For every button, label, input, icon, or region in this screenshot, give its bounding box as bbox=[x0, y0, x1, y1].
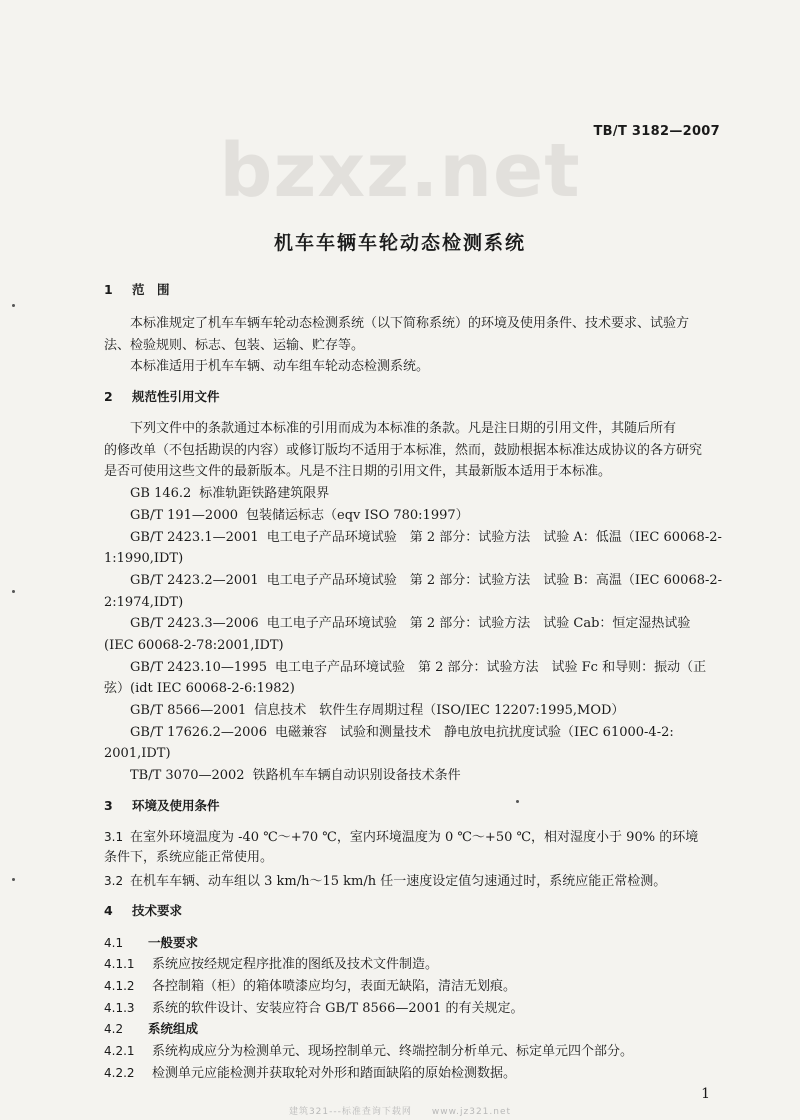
reference-item-continuation: 2001,IDT) bbox=[104, 746, 171, 761]
reference-item: GB/T 2423.2—2001 电工电子产品环境试验 第 2 部分：试验方法 试验 B：高温（IEC 60068-2- bbox=[130, 573, 723, 588]
reference-item: TB/T 3070—2002 铁路机车车辆自动识别设备技术条件 bbox=[130, 768, 461, 783]
reference-item-continuation: 2:1974,IDT) bbox=[104, 595, 184, 610]
paragraph: 本标准规定了机车车辆车轮动态检测系统（以下简称系统）的环境及使用条件、技术要求、试验方 bbox=[130, 316, 690, 331]
clause-4-2-2: 4.2.2 检测单元应能检测并获取轮对外形和踏面缺陷的原始检测数据。 bbox=[104, 1066, 517, 1081]
scan-speck bbox=[12, 878, 15, 881]
clause-4-1-3: 4.1.3 系统的软件设计、安装应符合 GB/T 8566—2001 的有关规定。 bbox=[104, 1001, 524, 1016]
clause-4-1-2: 4.1.2 各控制箱（柜）的箱体喷漆应均匀，表面无缺陷，清洁无划痕。 bbox=[104, 979, 517, 994]
clause-4-2-1: 4.2.1 系统构成应分为检测单元、现场控制单元、终端控制分析单元、标定单元四个部分。 bbox=[104, 1044, 634, 1059]
reference-item: GB/T 2423.3—2006 电工电子产品环境试验 第 2 部分：试验方法 试验 Cab：恒定湿热试验 bbox=[130, 616, 691, 631]
clause-continuation: 条件下，系统应能正常使用。 bbox=[104, 850, 274, 865]
paragraph: 下列文件中的条款通过本标准的引用而成为本标准的条款。凡是注日期的引用文件，其随后所有 bbox=[130, 421, 677, 436]
reference-item: GB/T 8566—2001 信息技术 软件生存周期过程（ISO/IEC 12207:1995,MOD） bbox=[130, 703, 625, 718]
reference-item: GB/T 17626.2—2006 电磁兼容 试验和测量技术 静电放电抗扰度试验（IEC 61000-4-2: bbox=[130, 725, 674, 740]
reference-item-continuation: (IEC 60068-2-78:2001,IDT) bbox=[104, 638, 284, 653]
document-title: 机车车辆车轮动态检测系统 bbox=[273, 232, 526, 254]
standard-number: TB/T 3182—2007 bbox=[593, 124, 720, 139]
clause-4-2: 4.2 系统组成 bbox=[104, 1021, 199, 1036]
watermark: bzxz.net bbox=[219, 128, 581, 214]
paragraph: 法、检验规则、标志、包装、运输、贮存等。 bbox=[104, 338, 365, 353]
scan-speck bbox=[12, 590, 15, 593]
section-2-heading: 2 规范性引用文件 bbox=[104, 389, 220, 404]
section-3-heading: 3 环境及使用条件 bbox=[104, 798, 220, 813]
footer-watermark: 建筑321---标准查询下载网 www.jz321.net bbox=[288, 1107, 512, 1117]
paragraph: 是否可使用这些文件的最新版本。凡是不注日期的引用文件，其最新版本适用于本标准。 bbox=[104, 464, 612, 479]
reference-item: GB/T 2423.10—1995 电工电子产品环境试验 第 2 部分：试验方法 试验 Fc 和导则：振动（正 bbox=[130, 660, 707, 675]
page-number: 1 bbox=[701, 1086, 710, 1102]
reference-item: GB/T 2423.1—2001 电工电子产品环境试验 第 2 部分：试验方法 试验 A：低温（IEC 60068-2- bbox=[130, 530, 722, 545]
scan-speck bbox=[12, 304, 15, 307]
reference-item: GB 146.2 标准轨距铁路建筑限界 bbox=[130, 486, 330, 501]
reference-item: GB/T 191—2000 包装储运标志（eqv ISO 780:1997） bbox=[130, 508, 469, 523]
section-4-heading: 4 技术要求 bbox=[104, 903, 183, 918]
scan-speck bbox=[516, 800, 519, 803]
clause-4-1-1: 4.1.1 系统应按经规定程序批准的图纸及技术文件制造。 bbox=[104, 957, 439, 972]
paragraph: 本标准适用于机车车辆、动车组车轮动态检测系统。 bbox=[130, 359, 430, 374]
clause-3-1: 3.1 在室外环境温度为 -40 ℃～+70 ℃，室内环境温度为 0 ℃～+50 ℃，相对湿度小于 90% 的环境 bbox=[104, 830, 699, 845]
clause-4-1: 4.1 一般要求 bbox=[104, 935, 199, 950]
clause-3-2: 3.2 在机车车辆、动车组以 3 km/h～15 km/h 任一速度设定值匀速通过时，系统应能正常检测。 bbox=[104, 874, 667, 889]
reference-item-continuation: 弦）(idt IEC 60068-2-6:1982) bbox=[104, 681, 295, 696]
paragraph: 的修改单（不包括勘误的内容）或修订版均不适用于本标准，然而，鼓励根据本标准达成协议的各方研究 bbox=[104, 443, 703, 458]
reference-item-continuation: 1:1990,IDT) bbox=[104, 551, 184, 566]
section-1-heading: 1 范 围 bbox=[104, 282, 170, 297]
